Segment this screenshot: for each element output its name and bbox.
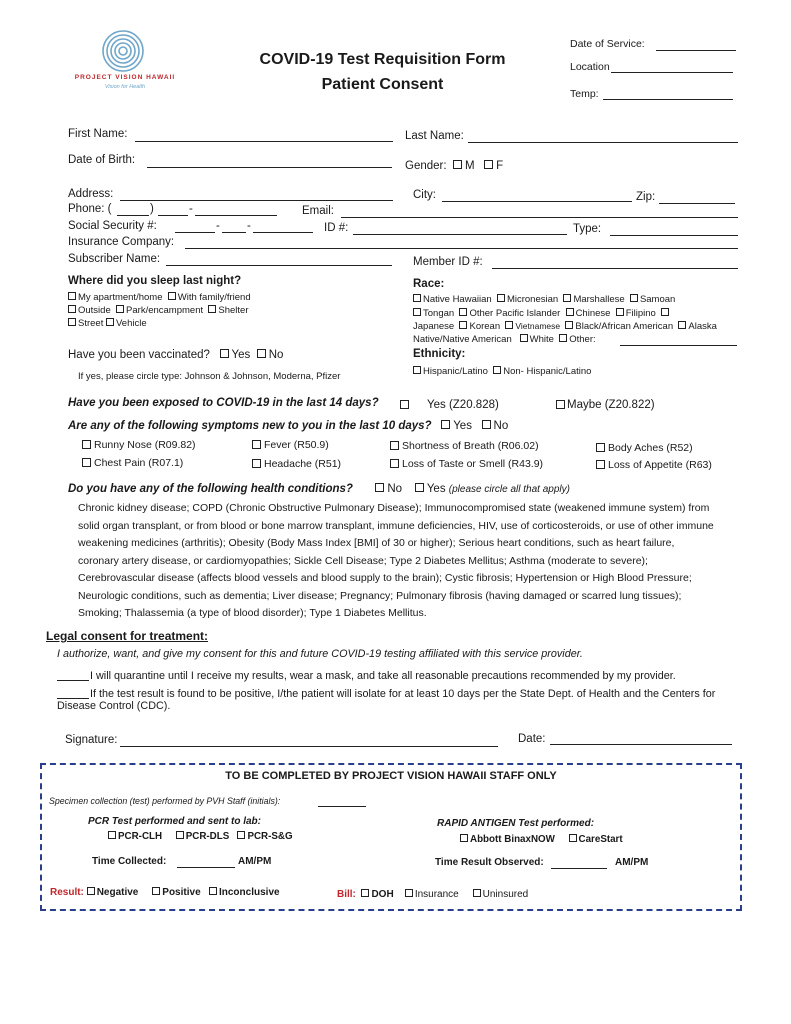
result-negative-checkbox[interactable]	[87, 887, 95, 895]
dob-label: Date of Birth:	[68, 154, 136, 166]
symptom-body-aches-label: Body Aches (R52)	[608, 442, 693, 454]
consent-authorize: I authorize, want, and give my consent for this and future COVID-19 testing affiliated with this service provider.	[57, 648, 583, 660]
ssn-label: Social Security #:	[68, 220, 157, 232]
consent-isolate: If the test result is found to be positive, I/the patient will isolate for at least 10 days per the State Dept. of Health and the Centers for Disease Control (CDC).	[57, 688, 716, 712]
race-white: White	[529, 334, 554, 345]
race-micronesian: Micronesian	[506, 294, 559, 305]
phone-label: Phone: (	[68, 203, 112, 215]
ethnicity-non-hispanic: Non- Hispanic/Latino	[503, 366, 592, 377]
exposure-question: Have you been exposed to COVID-19 in the last 14 days?	[68, 397, 379, 409]
symptom-chest-pain[interactable]	[82, 457, 183, 469]
bill-uninsured: Uninsured	[482, 889, 529, 900]
race-black: Black/African American	[575, 321, 674, 332]
ssn-dash-1: -	[216, 220, 220, 232]
sleep-opt-vehicle-checkbox[interactable]	[106, 318, 114, 326]
ssn-field-3[interactable]	[253, 232, 313, 233]
gender-m-label: M	[464, 160, 475, 172]
city-field[interactable]	[442, 201, 632, 202]
id-field[interactable]	[353, 234, 567, 235]
race-alaska: Alaska	[688, 321, 717, 332]
race-vietnamese-checkbox[interactable]	[505, 321, 513, 329]
pcr-dls-checkbox[interactable]	[176, 831, 184, 839]
date-of-service-label: Date of Service:	[570, 38, 645, 50]
checkbox-icon	[252, 459, 261, 468]
pcr-sg: PCR-S&G	[247, 831, 293, 842]
symptom-headache-label: Headache (R51)	[264, 458, 342, 470]
gender-label: Gender:	[405, 160, 447, 172]
city-label: City:	[413, 189, 436, 201]
conditions-yes-note: (please circle all that apply)	[448, 484, 570, 495]
sleep-row-1	[68, 292, 251, 303]
time-collected-label: Time Collected:	[92, 856, 167, 867]
pcr-row	[108, 831, 293, 842]
phone-prefix-field[interactable]	[158, 215, 188, 216]
email-label: Email:	[302, 205, 334, 217]
ethnicity-row	[413, 366, 591, 377]
conditions-no-checkbox[interactable]	[375, 483, 384, 492]
symptom-loss-taste-label: Loss of Taste or Smell (R43.9)	[402, 458, 544, 470]
race-native-hawaiian: Native Hawaiian	[423, 294, 492, 305]
bill-doh-checkbox[interactable]	[361, 889, 369, 897]
rapid-carestart: CareStart	[578, 834, 623, 845]
temp-label: Temp:	[570, 88, 599, 100]
sleep-opt-home: My apartment/home	[78, 292, 163, 303]
result-row	[50, 887, 280, 898]
conditions-no: No	[387, 483, 403, 495]
symptom-runny-nose-label: Runny Nose (R09.82)	[94, 439, 196, 451]
symptom-chest-pain-label: Chest Pain (R07.1)	[94, 457, 184, 469]
race-other-checkbox[interactable]	[559, 334, 567, 342]
ethnicity-hispanic-checkbox[interactable]	[413, 366, 421, 374]
phone-paren: )	[150, 203, 154, 215]
race-tongan-checkbox[interactable]	[413, 308, 421, 316]
address-field[interactable]	[120, 200, 393, 201]
race-marshallese: Marshallese	[573, 294, 625, 305]
race-japanese: Japanese	[413, 321, 455, 332]
race-filipino: Filipino	[625, 308, 656, 319]
exposure-maybe-checkbox[interactable]	[556, 400, 565, 409]
symptom-loss-appetite[interactable]	[596, 459, 712, 471]
symptom-body-aches[interactable]	[596, 442, 693, 454]
race-other-pacific: Other Pacific Islander	[469, 308, 561, 319]
sleep-row-2	[68, 305, 249, 316]
consent-heading: Legal consent for treatment:	[46, 629, 209, 643]
last-name-field[interactable]	[468, 142, 738, 143]
checkbox-icon	[82, 440, 91, 449]
race-chinese: Chinese	[575, 308, 611, 319]
symptom-headache[interactable]	[252, 458, 341, 470]
exposure-maybe: Maybe (Z20.822)	[567, 399, 655, 411]
zip-label: Zip:	[636, 191, 656, 203]
symptom-shortness-breath[interactable]	[390, 440, 539, 452]
race-samoan-checkbox[interactable]	[630, 294, 638, 302]
pcr-sg-checkbox[interactable]	[237, 831, 245, 839]
checkbox-icon	[82, 458, 91, 467]
staff-specimen-label: Specimen collection (test) performed by PVH Staff (initials):	[49, 796, 281, 806]
checkbox-icon	[390, 441, 399, 450]
conditions-list: Chronic kidney disease; COPD (Chronic Obstructive Pulmonary Disease); Immunocompromised state (weakened immune system) from solid organ transplant, or from blood or bone marrow transplant, immune deficiencies, HIV, use of corticosteroids, or use of other immune weakening medicines (arthritis); Obesity (Body Mass Index [BMI] of 30 or higher); Serious heart conditions, such as heart failure, coronary artery disease, or cardiomyopathies; Sickle Cell Disease; Type 2 Diabetes Mellitus; Asthma (moderate to severe); Cerebrovascular disease (affects blood vessels and blood supply to the brain); Cystic fibrosis; Hypertension or High Blood Pressure; Neurologic conditions, such as dementia; Liver disease; Pregnancy; Pulmonary fibrosis (having damaged or scarred lung tissues); Smoking; Thalassemia (a type of blood disorder); Type 1 Diabetes Mellitus.	[78, 502, 714, 619]
vaccine-followup: If yes, please circle type: Johnson & Johnson, Moderna, Pfizer	[78, 371, 341, 382]
pcr-clh: PCR-CLH	[118, 831, 163, 842]
symptom-loss-taste[interactable]	[390, 458, 543, 470]
race-other-field[interactable]	[620, 345, 737, 346]
last-name-label: Last Name:	[405, 130, 464, 142]
date-of-service-field[interactable]	[656, 50, 736, 51]
phone-dash: -	[189, 203, 193, 215]
symptoms-yes: Yes	[453, 420, 472, 432]
ethnicity-heading: Ethnicity:	[413, 348, 466, 360]
race-other: Other:	[569, 334, 596, 345]
logo	[60, 28, 190, 98]
gender-f-label: F	[496, 160, 504, 172]
date-label: Date:	[518, 733, 546, 745]
logo-org: PROJECT VISION HAWAII	[74, 74, 176, 81]
ssn-field-2[interactable]	[222, 232, 246, 233]
bill-label: Bill:	[337, 889, 356, 900]
race-other-pacific-checkbox[interactable]	[459, 308, 467, 316]
time-observed-label: Time Result Observed:	[435, 857, 544, 868]
bill-doh: DOH	[371, 889, 394, 900]
sleep-heading: Where did you sleep last night?	[68, 275, 242, 287]
symptom-runny-nose[interactable]	[82, 439, 196, 451]
rapid-binax-checkbox[interactable]	[460, 834, 468, 842]
ssn-dash-2: -	[247, 220, 251, 232]
result-positive-checkbox[interactable]	[152, 887, 160, 895]
location-label: Location	[570, 61, 610, 73]
race-black-checkbox[interactable]	[565, 321, 573, 329]
ethnicity-hispanic: Hispanic/Latino	[423, 366, 488, 377]
conditions-question: Do you have any of the following health conditions?	[68, 483, 353, 495]
checkbox-icon	[596, 443, 605, 452]
sleep-opt-street: Street	[78, 318, 104, 329]
dob-field[interactable]	[147, 167, 392, 168]
rapid-heading: RAPID ANTIGEN Test performed:	[437, 818, 595, 829]
race-marshallese-checkbox[interactable]	[563, 294, 571, 302]
rapid-binax: Abbott BinaxNOW	[470, 834, 555, 845]
symptoms-yes-checkbox[interactable]	[441, 420, 450, 429]
form-subtitle: Patient Consent	[321, 76, 444, 93]
vaccine-yes-checkbox[interactable]	[220, 349, 229, 358]
symptom-shortness-breath-label: Shortness of Breath (R06.02)	[402, 440, 539, 452]
result-positive: Positive	[162, 887, 201, 898]
sleep-opt-family: With family/friend	[177, 292, 251, 303]
subscriber-label: Subscriber Name:	[68, 253, 161, 265]
pcr-heading: PCR Test performed and sent to lab:	[88, 816, 261, 827]
result-inconclusive: Inconclusive	[218, 887, 280, 898]
signature-field[interactable]	[120, 746, 498, 747]
symptom-loss-appetite-label: Loss of Appetite (R63)	[608, 459, 712, 471]
sleep-opt-outside: Outside	[78, 305, 111, 316]
signature-label: Signature:	[65, 734, 118, 746]
id-label: ID #:	[324, 222, 349, 234]
checkbox-icon	[390, 459, 399, 468]
race-native-hawaiian-checkbox[interactable]	[413, 294, 421, 302]
gender-m-checkbox[interactable]	[453, 160, 462, 169]
result-label: Result:	[50, 887, 84, 898]
bill-insurance: Insurance	[414, 889, 459, 900]
exposure-yes-checkbox[interactable]	[400, 400, 409, 409]
result-inconclusive-checkbox[interactable]	[209, 887, 217, 895]
address-label: Address:	[68, 188, 114, 200]
race-vietnamese: Vietnamese	[515, 321, 561, 331]
checkbox-icon	[596, 460, 605, 469]
vaccine-row	[68, 349, 283, 361]
form-title: COVID-19 Test Requisition Form	[259, 51, 506, 68]
pcr-clh-checkbox[interactable]	[108, 831, 116, 839]
sleep-opt-home-checkbox[interactable]	[68, 292, 76, 300]
race-heading: Race:	[413, 278, 445, 290]
checkbox-icon	[252, 440, 261, 449]
race-chinese-checkbox[interactable]	[566, 308, 574, 316]
first-name-field[interactable]	[135, 141, 393, 142]
conditions-yes-checkbox[interactable]	[415, 483, 424, 492]
type-label: Type:	[573, 223, 602, 235]
sleep-row-3	[68, 318, 147, 329]
race-row-1	[413, 294, 675, 305]
location-field[interactable]	[611, 72, 733, 73]
race-white-checkbox[interactable]	[520, 334, 528, 342]
sleep-opt-shelter: Shelter	[218, 305, 249, 316]
member-id-field[interactable]	[492, 268, 738, 269]
gender-f-checkbox[interactable]	[484, 160, 493, 169]
time-collected-field[interactable]	[177, 867, 235, 868]
race-alaska-checkbox[interactable]	[678, 321, 686, 329]
conditions-row	[68, 483, 570, 495]
email-field[interactable]	[341, 217, 738, 218]
staff-heading: TO BE COMPLETED BY PROJECT VISION HAWAII STAFF ONLY	[225, 770, 557, 782]
time-collected-ampm: AM/PM	[238, 856, 272, 867]
sleep-opt-park: Park/encampment	[126, 305, 204, 316]
bill-uninsured-checkbox[interactable]	[473, 889, 481, 897]
ethnicity-non-hispanic-checkbox[interactable]	[493, 366, 501, 374]
sleep-opt-park-checkbox[interactable]	[116, 305, 124, 313]
race-micronesian-checkbox[interactable]	[497, 294, 505, 302]
logo-tagline: Vision for Health	[104, 84, 146, 90]
phone-line-field[interactable]	[195, 215, 277, 216]
temp-field[interactable]	[603, 99, 733, 100]
sleep-opt-outside-checkbox[interactable]	[68, 305, 76, 313]
symptoms-no: No	[493, 420, 509, 432]
conditions-yes: Yes	[426, 483, 446, 495]
race-japanese-checkbox[interactable]	[661, 308, 669, 316]
race-filipino-checkbox[interactable]	[616, 308, 624, 316]
race-korean: Korean	[469, 321, 501, 332]
symptom-fever[interactable]	[252, 439, 329, 451]
race-row-3	[413, 321, 717, 332]
type-field[interactable]	[610, 235, 738, 236]
sleep-opt-shelter-checkbox[interactable]	[208, 305, 216, 313]
date-field[interactable]	[550, 744, 732, 745]
vaccine-no-checkbox[interactable]	[257, 349, 266, 358]
rapid-row	[460, 834, 623, 845]
time-observed-field[interactable]	[551, 868, 607, 869]
ssn-field-1[interactable]	[175, 232, 215, 233]
symptoms-row	[68, 420, 508, 432]
vaccine-question: Have you been vaccinated?	[68, 349, 210, 361]
race-samoan: Samoan	[639, 294, 676, 305]
race-tongan: Tongan	[423, 308, 455, 319]
member-id-label: Member ID #:	[413, 256, 483, 268]
bill-row	[337, 889, 528, 900]
fingerprint-logo-icon	[98, 28, 148, 74]
symptoms-no-checkbox[interactable]	[482, 420, 491, 429]
consent-quarantine: I will quarantine until I receive my results, wear a mask, and take all reasonable precautions recommended by my provider.	[90, 670, 676, 682]
zip-field[interactable]	[659, 203, 735, 204]
vaccine-no: No	[268, 349, 284, 361]
race-korean-checkbox[interactable]	[459, 321, 467, 329]
staff-initials-field[interactable]	[318, 806, 366, 807]
race-native-american: Native/Native American	[413, 334, 512, 345]
sleep-opt-vehicle: Vehicle	[116, 318, 147, 329]
quarantine-initials-field[interactable]	[57, 680, 89, 681]
race-row-4	[413, 334, 596, 345]
race-row-2	[413, 308, 671, 319]
gender-row	[405, 160, 503, 172]
symptoms-question: Are any of the following symptoms new to you in the last 10 days?	[68, 420, 432, 432]
result-negative: Negative	[96, 887, 139, 898]
insurance-label: Insurance Company:	[68, 236, 175, 248]
sleep-opt-street-checkbox[interactable]	[68, 318, 76, 326]
symptom-fever-label: Fever (R50.9)	[264, 439, 329, 451]
insurance-field[interactable]	[185, 248, 738, 249]
pcr-dls: PCR-DLS	[185, 831, 230, 842]
time-observed-ampm: AM/PM	[615, 857, 649, 868]
subscriber-field[interactable]	[166, 265, 392, 266]
bill-insurance-checkbox[interactable]	[405, 889, 413, 897]
vaccine-yes: Yes	[231, 349, 251, 361]
exposure-yes: Yes (Z20.828)	[427, 399, 499, 411]
phone-area-field[interactable]	[117, 215, 149, 216]
sleep-opt-family-checkbox[interactable]	[168, 292, 176, 300]
first-name-label: First Name:	[68, 128, 128, 140]
rapid-carestart-checkbox[interactable]	[569, 834, 577, 842]
